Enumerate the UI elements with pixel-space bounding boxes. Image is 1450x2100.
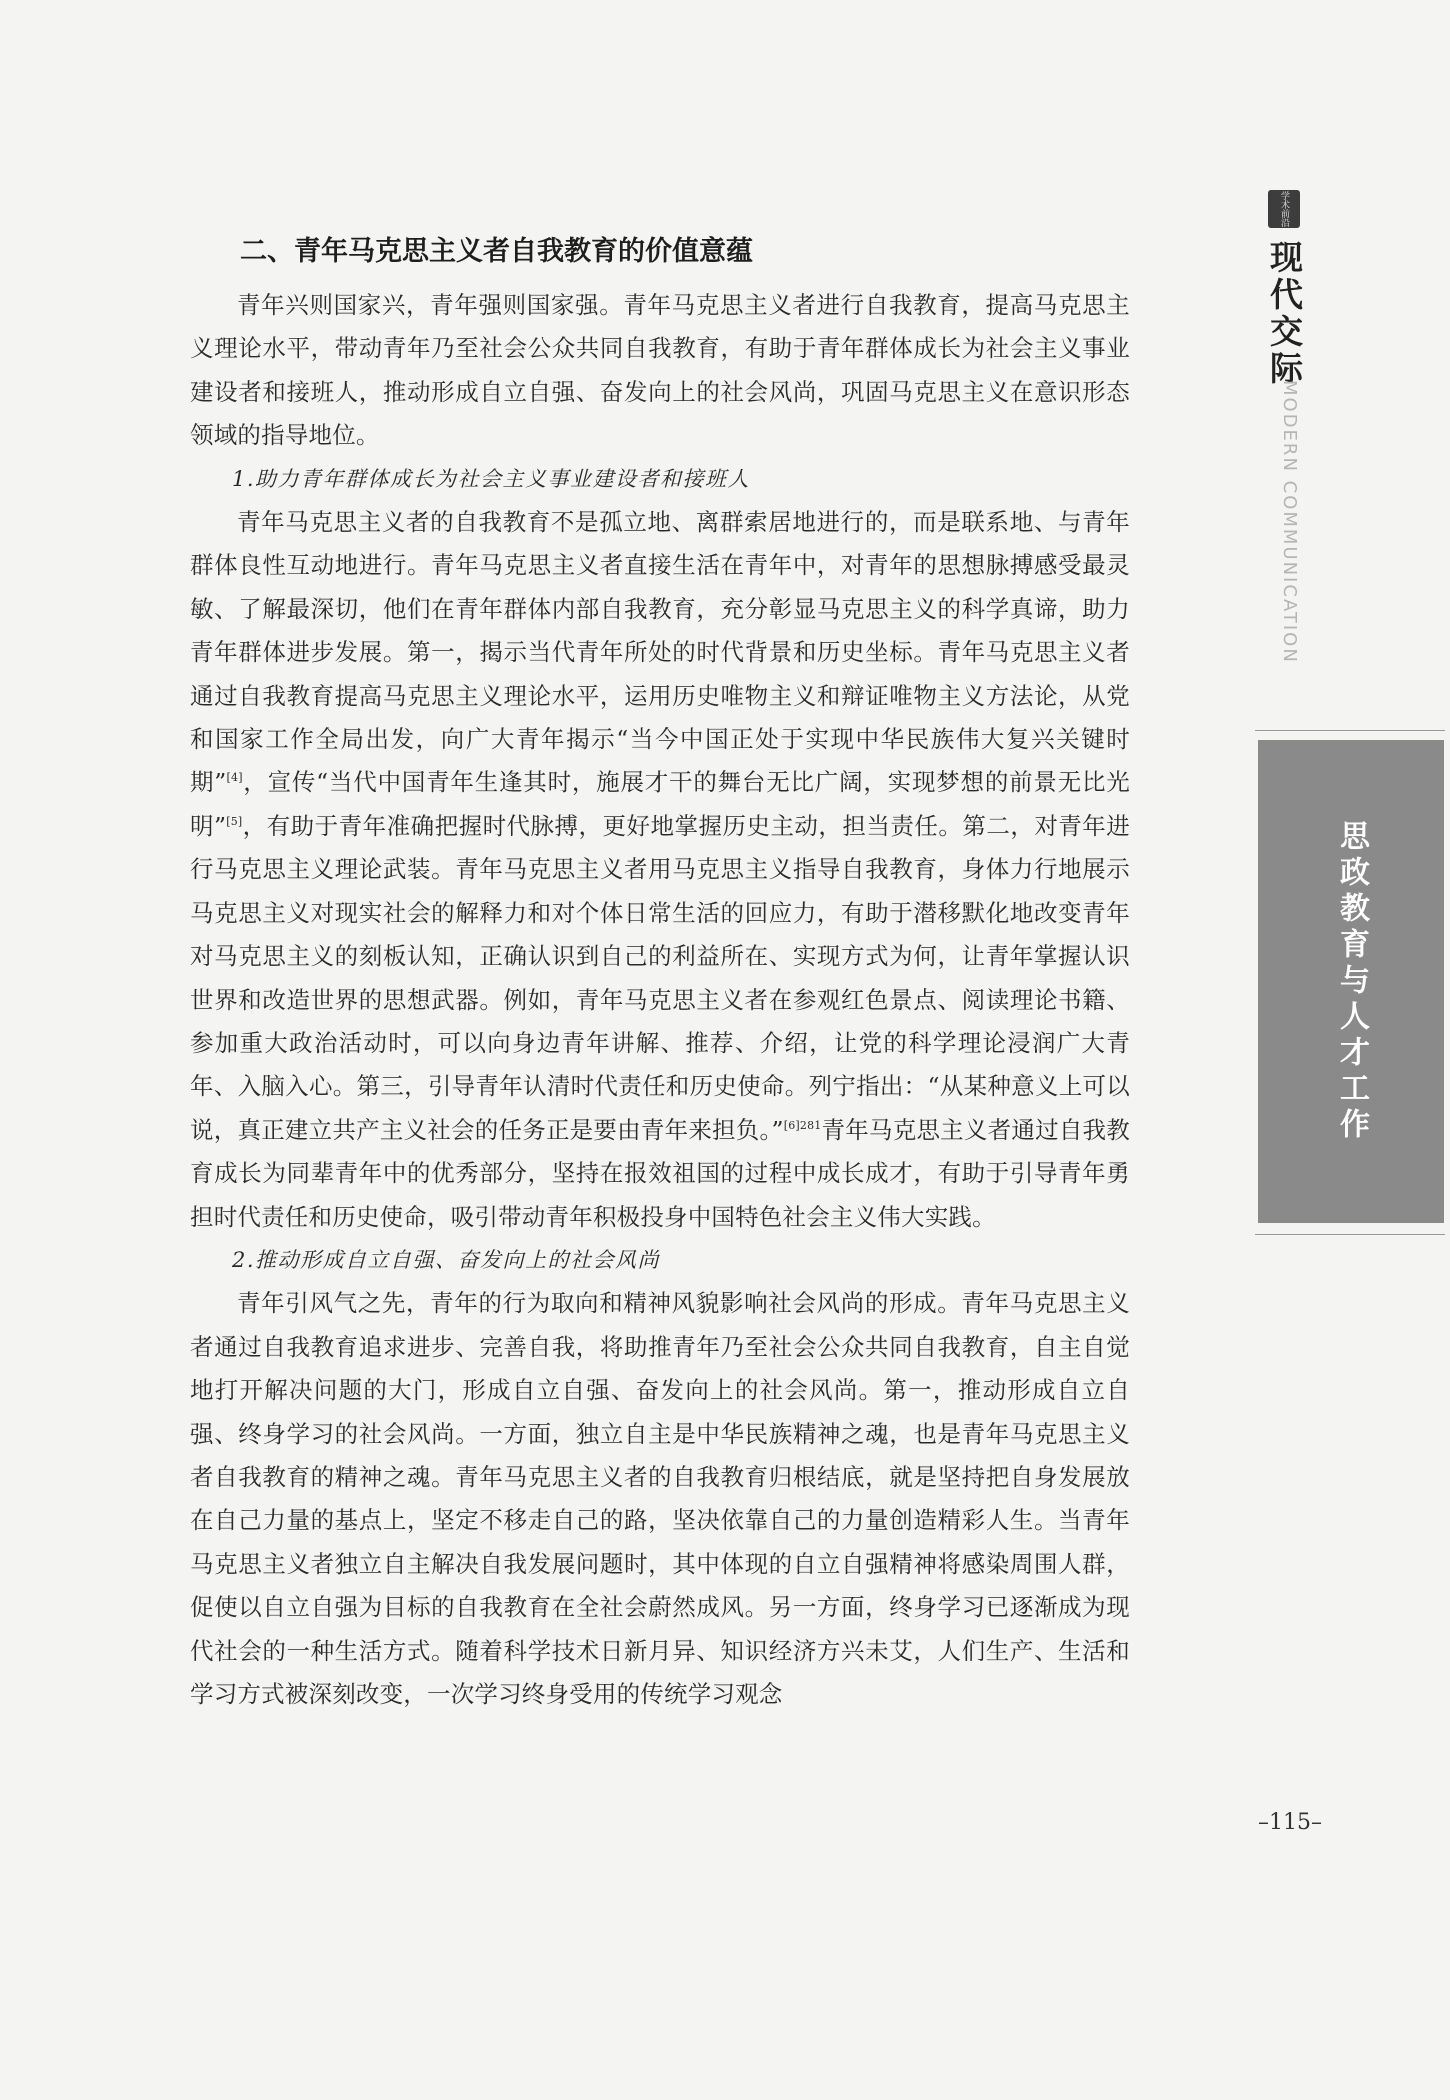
citation-4: [4] xyxy=(226,771,243,785)
intro-paragraph: 青年兴则国家兴，青年强则国家强。青年马克思主义者进行自我教育，提高马克思主义理论水平，带动青年乃至社会公众共同自我教育，有助于青年群体成长为社会主义事业建设者和接班人，推动形成自立自强、奋发向上的社会风尚，巩固马克思主义在意识形态领域的指导地位。 xyxy=(190,291,1130,450)
subsection-1-heading: 1.助力青年群体成长为社会主义事业建设者和接班人 xyxy=(232,466,751,491)
sidebar-divider-top xyxy=(1255,730,1445,731)
article-body xyxy=(190,232,1130,1716)
journal-logo: 学术前沿 xyxy=(1268,190,1300,228)
journal-name-english: MODERN COMMUNICATION xyxy=(1279,380,1300,664)
journal-name: 现代交际 xyxy=(1265,240,1304,388)
subsection-1-text-part2: ，宣传“当代中国青年生逢其时，施展才干的舞台无比广阔，实现梦想的前景无比光明” xyxy=(190,768,1130,840)
section-title: 二、青年马克思主义者自我教育的价值意蕴 xyxy=(240,236,753,267)
page-number: –115– xyxy=(1258,1810,1322,1835)
subsection-2-paragraph: 青年引风气之先，青年的行为取向和精神风貌影响社会风尚的形成。青年马克思主义者通过自我教育追求进步、完善自我，将助推青年乃至社会公众共同自我教育，自主自觉地打开解决问题的大门，形成自立自强、奋发向上的社会风尚。第一，推动形成自立自强、终身学习的社会风尚。一方面，独立自主是中华民族精神之魂，也是青年马克思主义者自我教育的精神之魂。青年马克思主义者的自我教育归根结底，就是坚持把自身发展放在自己力量的基点上，坚定不移走自己的路，坚决依靠自己的力量创造精彩人生。当青年马克思主义者独立自主解决自我发展问题时，其中体现的自立自强精神将感染周围人群，促使以自立自强为目标的自我教育在全社会蔚然成风。另一方面，终身学习已逐渐成为现代社会的一种生活方式。随着科学技术日新月异、知识经济方兴未艾，人们生产、生活和学习方式被深刻改变，一次学习终身受用的传统学习观念 xyxy=(190,1289,1130,1708)
subsection-1-text-part1: 青年马克思主义者的自我教育不是孤立地、离群索居地进行的，而是联系地、与青年群体良性互动地进行。青年马克思主义者直接生活在青年中，对青年的思想脉搏感受最灵敏、了解最深切，他们在青年群体内部自我教育，充分彰显马克思主义的科学真谛，助力青年群体进步发展。第一，揭示当代青年所处的时代背景和历史坐标。青年马克思主义者通过自我教育提高马克思主义理论水平，运用历史唯物主义和辩证唯物主义方法论，从党和国家工作全局出发，向广大青年揭示“当今中国正处于实现中华民族伟大复兴关键时期” xyxy=(190,508,1130,797)
subsection-2-heading: 2.推动形成自立自强、奋发向上的社会风尚 xyxy=(232,1247,661,1272)
subsection-1-paragraph xyxy=(190,501,1130,1239)
column-title: 思政教育与人才工作 xyxy=(1334,819,1369,1144)
citation-6: [6]281 xyxy=(783,1118,822,1132)
column-banner xyxy=(1258,740,1444,1223)
citation-5: [5] xyxy=(226,815,243,829)
subsection-1-text-part4: 青年马克思主义者通过自我教育成长为同辈青年中的优秀部分，坚持在报效祖国的过程中成长成才，有助于引导青年勇担时代责任和历史使命，吸引带动青年积极投身中国特色社会主义伟大实践。 xyxy=(190,1115,1130,1231)
subsection-1-text-part3: ，有助于青年准确把握时代脉搏，更好地掌握历史主动，担当责任。第二，对青年进行马克思主义理论武装。青年马克思主义者用马克思主义指导自我教育，身体力行地展示马克思主义对现实社会的解释力和对个体日常生活的回应力，有助于潜移默化地改变青年对马克思主义的刻板认知，正确认识到自己的利益所在、实现方式为何，让青年掌握认识世界和改造世界的思想武器。例如，青年马克思主义者在参观红色景点、阅读理论书籍、参加重大政治活动时，可以向身边青年讲解、推荐、介绍，让党的科学理论浸润广大青年、入脑入心。第三，引导青年认清时代责任和历史使命。列宁指出：“从某种意义上可以说，真正建立共产主义社会的任务正是要由青年来担负。” xyxy=(190,811,1130,1144)
sidebar-divider-bottom xyxy=(1255,1234,1445,1235)
